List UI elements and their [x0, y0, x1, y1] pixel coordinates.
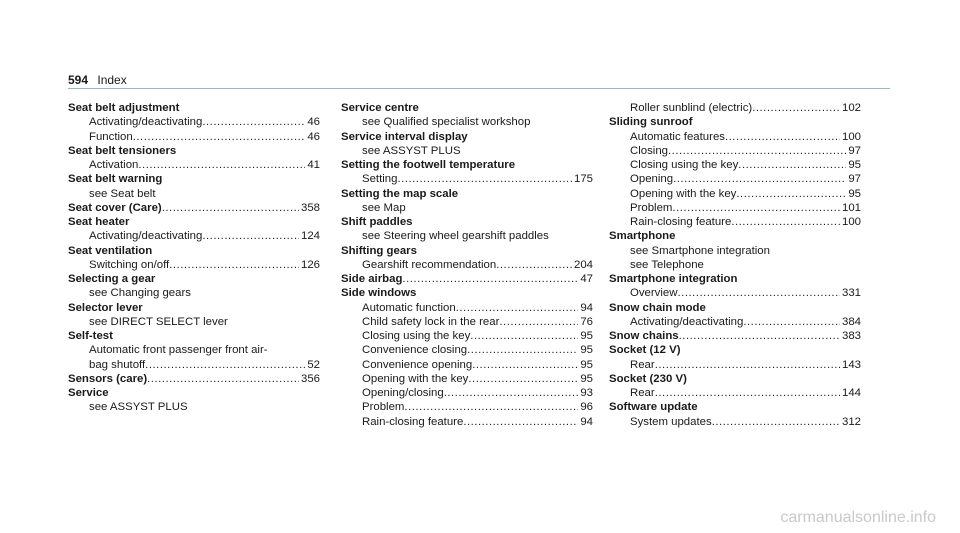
page-reference: 384 — [841, 315, 861, 328]
entry-label: Opening with the key — [362, 372, 469, 385]
entry-label: Setting — [362, 173, 398, 186]
index-heading: Service interval display — [341, 130, 468, 143]
index-subentry — [609, 358, 861, 372]
index-column-1 — [68, 101, 320, 415]
entry-label: Problem — [630, 201, 673, 214]
index-subentry — [341, 172, 593, 186]
entry-label: System updates — [630, 415, 712, 428]
entry-label: Automatic function — [362, 301, 456, 314]
dot-leader — [444, 386, 579, 400]
page-reference: 95 — [580, 344, 593, 357]
index-reference: see Smartphone integration — [630, 244, 770, 257]
entry-label: Convenience opening — [362, 358, 473, 371]
index-heading-entry — [68, 201, 320, 215]
entry-label: Activating/deactivating — [630, 315, 744, 328]
entry-label: Rear — [630, 387, 655, 399]
index-heading-entry — [609, 329, 861, 343]
page-header — [68, 73, 127, 87]
index-heading: Setting the map scale — [341, 187, 459, 200]
page-reference: 124 — [300, 230, 320, 243]
index-heading: Seat belt tensioners — [68, 144, 177, 157]
index-reference: see Steering wheel gearshift paddles — [362, 230, 549, 243]
dot-leader — [736, 187, 846, 201]
entry-label: Overview — [630, 287, 678, 300]
entry-label: Closing — [630, 144, 668, 157]
dot-leader — [677, 286, 840, 300]
index-subentry — [341, 315, 593, 329]
page-reference: 95 — [848, 187, 861, 200]
index-subentry — [609, 415, 861, 429]
dot-leader — [499, 315, 578, 329]
entry-label: bag shutoff — [89, 358, 146, 371]
dot-leader — [133, 130, 306, 144]
page-reference: 95 — [848, 159, 861, 171]
page-reference: 312 — [841, 415, 861, 428]
index-subentry — [68, 158, 320, 172]
entry-label: Seat cover (Care) — [68, 201, 162, 214]
index-heading: Side windows — [341, 287, 417, 300]
page-reference: 93 — [580, 387, 593, 399]
page-reference: 76 — [580, 315, 593, 328]
index-reference: see Changing gears — [89, 287, 191, 300]
dot-leader — [202, 229, 299, 243]
page-reference: 94 — [580, 415, 593, 428]
index-subentry — [341, 386, 593, 400]
dot-leader — [725, 130, 840, 144]
index-column-3 — [609, 101, 861, 429]
index-heading: Shifting gears — [341, 244, 417, 257]
index-subentry — [609, 172, 861, 186]
index-heading: Socket (12 V) — [609, 344, 681, 357]
dot-leader — [456, 301, 579, 315]
entry-label: Activation — [89, 159, 139, 171]
index-subentry — [68, 358, 320, 372]
page-reference: 100 — [841, 130, 861, 143]
index-subentry — [341, 301, 593, 315]
index-heading: Self-test — [68, 330, 113, 342]
index-reference: see Telephone — [630, 258, 704, 271]
entry-label: Snow chains — [609, 330, 679, 342]
dot-leader — [679, 329, 840, 343]
index-reference: see ASSYST PLUS — [89, 401, 188, 414]
index-heading-entry — [341, 272, 593, 286]
index-subentry — [609, 187, 861, 201]
dot-leader — [752, 101, 840, 115]
dot-leader — [655, 386, 840, 400]
entry-label: Automatic features — [630, 130, 725, 143]
entry-label: Sensors (care) — [68, 372, 148, 385]
page-reference: 46 — [307, 116, 320, 129]
page-reference: 97 — [848, 144, 861, 157]
page-number: 594 — [68, 73, 89, 87]
entry-label: Function — [89, 130, 133, 143]
entry-label: Rear — [630, 358, 655, 371]
index-subentry — [68, 115, 320, 129]
page-reference: 41 — [307, 159, 320, 171]
index-subentry — [609, 286, 861, 300]
dot-leader — [673, 172, 846, 186]
dot-leader — [202, 115, 305, 129]
page-reference: 356 — [300, 372, 320, 385]
page-reference: 100 — [841, 216, 861, 228]
page-reference: 52 — [307, 358, 320, 371]
index-reference: see Seat belt — [89, 187, 156, 200]
index-reference: Automatic front passenger front air- — [89, 344, 268, 357]
dot-leader — [397, 172, 572, 186]
index-subentry — [341, 372, 593, 386]
dot-leader — [147, 372, 299, 386]
dot-leader — [743, 315, 840, 329]
index-reference: see DIRECT SELECT lever — [89, 315, 228, 328]
dot-leader — [162, 201, 299, 215]
dot-leader — [738, 158, 846, 172]
index-heading: Service — [68, 387, 109, 399]
page-reference: 102 — [841, 102, 861, 114]
index-subentry — [609, 101, 861, 115]
page-reference: 383 — [841, 330, 861, 342]
index-heading: Selecting a gear — [68, 273, 156, 285]
dot-leader — [668, 144, 846, 158]
page-reference: 95 — [580, 372, 593, 385]
index-subentry — [341, 358, 593, 372]
entry-label: Convenience closing — [362, 344, 468, 357]
dot-leader — [145, 358, 305, 372]
index-heading: Smartphone integration — [609, 273, 738, 285]
index-subentry — [341, 400, 593, 414]
dot-leader — [169, 258, 299, 272]
page-reference: 144 — [841, 387, 861, 399]
index-heading: Shift paddles — [341, 216, 413, 228]
page-reference: 96 — [580, 401, 593, 414]
index-heading-entry — [68, 372, 320, 386]
index-subentry — [609, 158, 861, 172]
dot-leader — [470, 329, 578, 343]
page-reference: 204 — [573, 258, 593, 271]
index-heading: Seat heater — [68, 216, 130, 228]
entry-label: Closing using the key — [630, 159, 739, 171]
dot-leader — [138, 158, 305, 172]
index-subentry — [68, 229, 320, 243]
index-subentry — [609, 386, 861, 400]
entry-label: Opening with the key — [630, 187, 737, 200]
index-column-2 — [341, 101, 593, 429]
index-reference: see Qualified specialist workshop — [362, 116, 531, 129]
page-reference: 97 — [848, 173, 861, 186]
page-reference: 94 — [580, 301, 593, 314]
dot-leader — [404, 400, 578, 414]
dot-leader — [468, 372, 578, 386]
dot-leader — [472, 358, 578, 372]
entry-label: Switching on/off — [89, 258, 170, 271]
dot-leader — [496, 258, 572, 272]
index-heading: Setting the footwell temperature — [341, 159, 516, 171]
entry-label: Roller sunblind (electric) — [630, 102, 753, 114]
index-subentry — [609, 201, 861, 215]
index-heading: Seat ventilation — [68, 244, 153, 257]
index-subentry — [341, 329, 593, 343]
index-heading: Software update — [609, 401, 698, 414]
dot-leader — [712, 415, 840, 429]
index-heading: Socket (230 V) — [609, 372, 687, 385]
index-reference: see ASSYST PLUS — [362, 144, 461, 157]
page-reference: 95 — [580, 358, 593, 371]
index-subentry — [341, 343, 593, 357]
entry-label: Activating/deactivating — [89, 116, 203, 129]
entry-label: Child safety lock in the rear — [362, 315, 500, 328]
dot-leader — [402, 272, 578, 286]
index-subentry — [609, 144, 861, 158]
section-title: Index — [97, 73, 127, 87]
index-subentry — [68, 258, 320, 272]
index-heading: Sliding sunroof — [609, 116, 693, 129]
header-divider — [68, 88, 890, 89]
index-heading: Seat belt warning — [68, 173, 163, 186]
index-heading: Service centre — [341, 102, 419, 114]
entry-label: Closing using the key — [362, 330, 471, 342]
page-reference: 101 — [841, 201, 861, 214]
page-reference: 331 — [841, 287, 861, 300]
page-reference: 46 — [307, 130, 320, 143]
index-subentry — [609, 315, 861, 329]
dot-leader — [731, 215, 840, 229]
entry-label: Rain-closing feature — [630, 216, 732, 228]
page-reference: 175 — [573, 173, 593, 186]
watermark: carmanualsonline.info — [780, 509, 936, 526]
index-subentry — [609, 215, 861, 229]
entry-label: Side airbag — [341, 273, 403, 285]
entry-label: Opening/closing — [362, 387, 444, 399]
dot-leader — [467, 343, 578, 357]
index-subentry — [68, 130, 320, 144]
dot-leader — [463, 415, 578, 429]
page-reference: 358 — [300, 201, 320, 214]
entry-label: Rain-closing feature — [362, 415, 464, 428]
index-subentry — [341, 415, 593, 429]
index-subentry — [609, 130, 861, 144]
index-reference: see Map — [362, 201, 406, 214]
index-heading: Selector lever — [68, 301, 143, 314]
page-reference: 47 — [580, 273, 593, 285]
page-reference: 126 — [300, 258, 320, 271]
index-heading: Smartphone — [609, 230, 676, 243]
entry-label: Activating/deactivating — [89, 230, 203, 243]
entry-label: Problem — [362, 401, 405, 414]
page-reference: 95 — [580, 330, 593, 342]
dot-leader — [655, 358, 840, 372]
page-reference: 143 — [841, 358, 861, 371]
entry-label: Gearshift recommendation — [362, 258, 497, 271]
dot-leader — [672, 201, 840, 215]
index-heading: Seat belt adjustment — [68, 102, 180, 114]
index-subentry — [341, 258, 593, 272]
entry-label: Opening — [630, 173, 674, 186]
index-heading: Snow chain mode — [609, 301, 706, 314]
